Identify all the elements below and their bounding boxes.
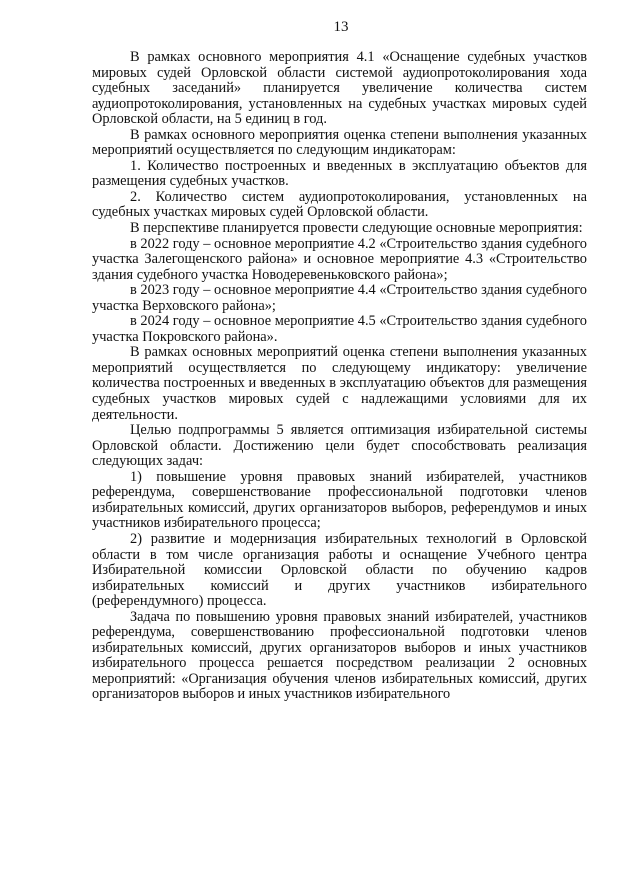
paragraph-subprogram-5-goal: Целью подпрограммы 5 является оптимизация избирательной системы Орловской области. Достижению цели будет способствовать реализация следующих задач:	[92, 422, 587, 470]
paragraph-indicator-2: 2. Количество систем аудиопротоколирования, установленных на судебных участках мировых судей Орловской области.	[92, 188, 587, 221]
paragraph-main-events-indicator: В рамках основных мероприятий оценка степени выполнения указанных мероприятий осуществляется по следующему индикатору: увеличение количества построенных и введенных в эксплуатацию объектов для размещения судебных участков мировых судей с надлежащими условиями для их деятельности.	[92, 344, 587, 423]
paragraph-task-2: 2) развитие и модернизация избирательных технологий в Орловской области в том числе организация работы и оснащение Учебного центра Избирательной комиссии Орловской области по обучению кадров избирательных комиссий и других участников избирательного (референдумного) процесса.	[92, 530, 587, 610]
page-number: 13	[333, 19, 349, 35]
document-body	[92, 50, 587, 703]
paragraph-task-solution: Задача по повышению уровня правовых знаний избирателей, участников референдума, совершенствованию профессиональной подготовки членов избирательных комиссий, других организаторов выборов и иных участников избирательного процесса решается посредством реализации 2 основных мероприятий: «Организация обучения членов избирательных комиссий, других организаторов выборов и иных участников избирательного	[92, 608, 587, 703]
paragraph-event-4-1: В рамках основного мероприятия 4.1 «Оснащение судебных участков мировых судей Орловской области системой аудиопротоколирования хода судебных заседаний» планируется увеличение количества систем аудиопротоколирования, установленных на судебных участках мировых судей Орловской области, на 5 единиц в год.	[92, 49, 587, 128]
paragraph-task-1: 1) повышение уровня правовых знаний избирателей, участников референдума, совершенствование профессиональной подготовки членов избирательных комиссий, других организаторов выборов, референдумов и иных участников избирательного процесса;	[92, 468, 587, 532]
paragraph-indicators-intro: В рамках основного мероприятия оценка степени выполнения указанных мероприятий осуществляется по следующим индикаторам:	[92, 126, 587, 159]
paragraph-year-2024: в 2024 году – основное мероприятие 4.5 «Строительство здания судебного участка Покровского района».	[92, 313, 588, 345]
paragraph-year-2023: в 2023 году – основное мероприятие 4.4 «Строительство здания судебного участка Верховского района»;	[92, 282, 588, 314]
paragraph-indicator-1: 1. Количество построенных и введенных в эксплуатацию объектов для размещения судебных участков.	[92, 157, 587, 190]
paragraph-planned-events: В перспективе планируется провести следующие основные мероприятия:	[130, 220, 583, 237]
paragraph-year-2022: в 2022 году – основное мероприятие 4.2 «Строительство здания судебного участка Залегощенского района» и основное мероприятие 4.3 «Строительство здания судебного участка Новодеревеньковского района»;	[92, 235, 588, 283]
